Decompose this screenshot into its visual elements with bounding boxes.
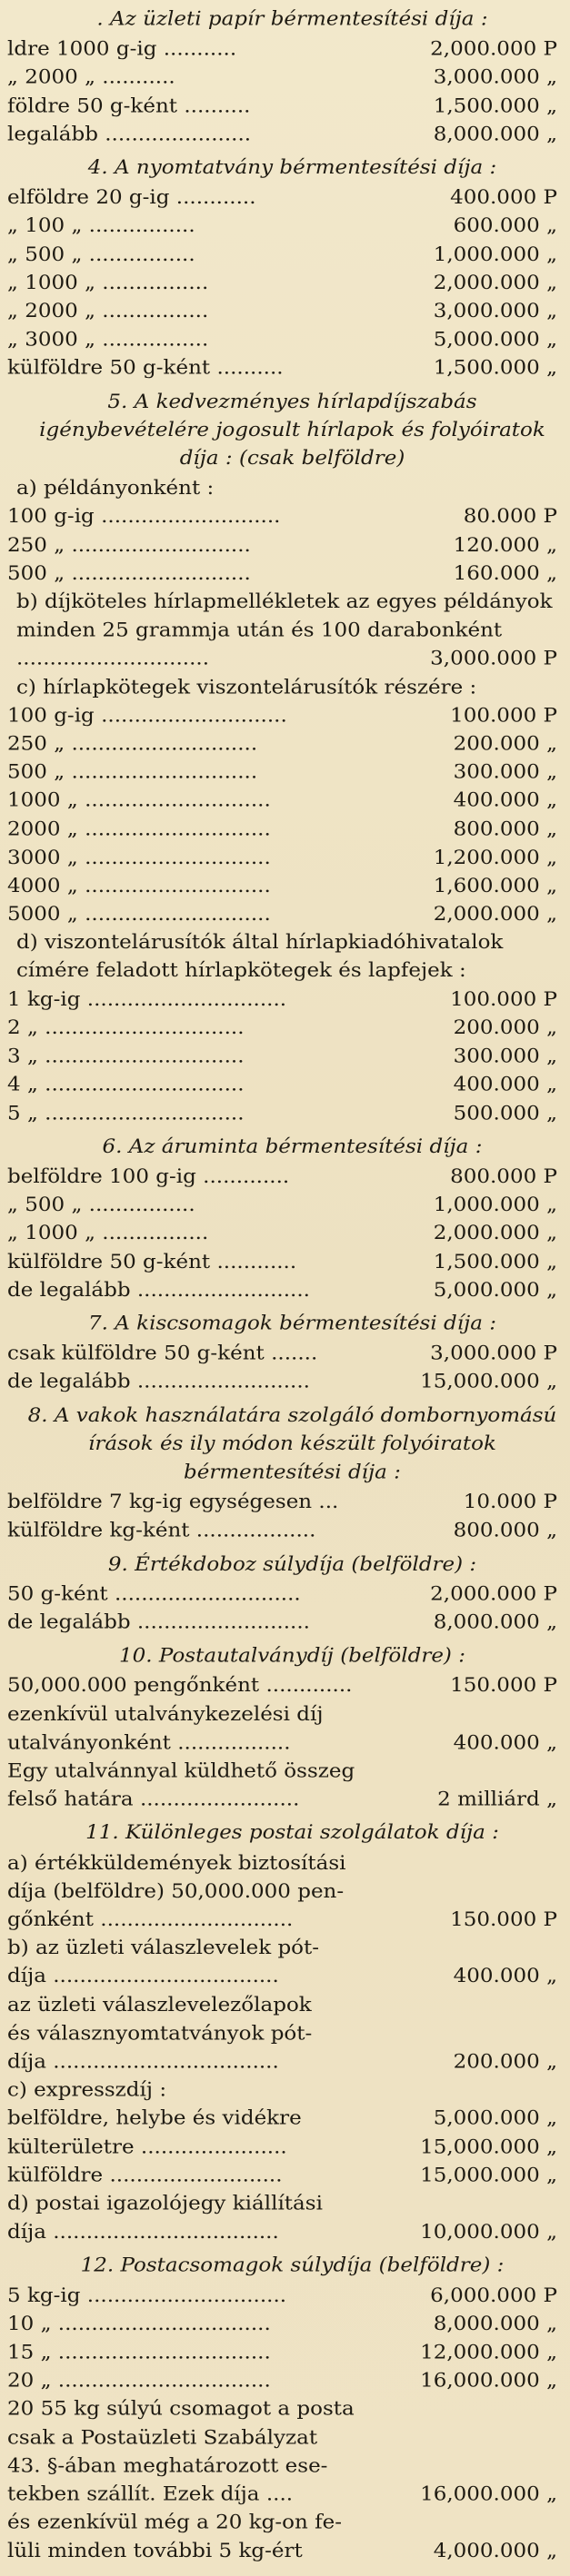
tariff-row-value: 5,000.000 „: [433, 329, 557, 351]
tariff-row: [7, 1934, 557, 1962]
tariff-row-value: 2,000.000 „: [433, 1223, 557, 1244]
tariff-row-value: 8,000.000 „: [433, 1611, 557, 1634]
tariff-row-value: 3,000.000 P: [430, 1342, 557, 1365]
tariff-row-value: 2 milliárd „: [437, 1788, 557, 1811]
tariff-row-text: 2 „ ..............................: [7, 1016, 245, 1039]
tariff-row-text: díja ..................................: [7, 2221, 279, 2244]
tariff-row-value: 8,000.000 „: [433, 2313, 557, 2335]
tariff-row-text: 100 g-ig ...........................: [7, 506, 281, 528]
tariff-row: [7, 2367, 557, 2395]
tariff-row-text: „ 1000 „ ................: [7, 1223, 209, 1244]
tariff-row-text: 5000 „ ............................: [7, 903, 271, 926]
tariff-row-value: 6,000.000 P: [430, 2284, 557, 2307]
tariff-row-value: 150.000 P: [450, 1675, 557, 1698]
tariff-row-text: „ 3000 „ ................: [7, 329, 209, 351]
tariff-row-value: 2,000.000 „: [433, 903, 557, 926]
tariff-row: [7, 2452, 557, 2480]
tariff-row: [7, 297, 557, 325]
tariff-row: [7, 2105, 557, 2133]
tariff-row-text: belföldre 100 g-ig .............: [7, 1165, 290, 1188]
section-heading: 9. Értékdoboz súlydíja (belföldre) :: [107, 1553, 477, 1575]
tariff-row-text: 500 „ ............................: [7, 761, 258, 784]
tariff-row-value: 800.000 P: [450, 1165, 557, 1188]
tariff-row: [7, 2161, 557, 2189]
subsection-title-text: b) díjköteles hírlapmellékletek az egyes példányok minden 25 grammja után és 100 darabonként .............................: [16, 590, 553, 669]
tariff-row-text: földre 50 g-ként ..........: [7, 94, 251, 117]
tariff-row-text: 50,000.000 pengőnként .............: [7, 1675, 353, 1698]
tariff-row-text: tekben szállít. Ezek díja ....: [7, 2483, 294, 2506]
tariff-row-value: 300.000 „: [453, 1045, 557, 1067]
section-heading: 4. A nyomtatvány bérmentesítési díja :: [87, 156, 497, 179]
tariff-row-text: külterületre ......................: [7, 2135, 287, 2158]
tariff-row-text: utalványonként .................: [7, 1731, 291, 1754]
tariff-row: [7, 2282, 557, 2310]
tariff-row-text: és ezenkívül még a 20 kg-on fe-: [7, 2512, 342, 2534]
tariff-row: [7, 560, 557, 588]
tariff-row-text: b) az üzleti válaszlevelek pót-: [7, 1937, 320, 1959]
tariff-row-text: 20 „ ................................: [7, 2370, 271, 2393]
tariff-row-text: „ 1000 „ ................: [7, 272, 209, 294]
tariff-row-text: 100 g-ig ............................: [7, 704, 287, 727]
tariff-row: [7, 986, 557, 1014]
tariff-row-text: 1000 „ ............................: [7, 789, 271, 812]
tariff-row-value: 200.000 „: [453, 2051, 557, 2073]
tariff-row-text: 15 „ ................................: [7, 2342, 271, 2363]
tariff-row-text: díja (belföldre) 50,000.000 pen-: [7, 1880, 345, 1903]
tariff-row-text: ezenkívül utalványkezelési díj: [7, 1703, 324, 1726]
tariff-row: [7, 1368, 557, 1396]
tariff-row-text: külföldre kg-ként ..................: [7, 1520, 316, 1542]
tariff-row-text: a) értékküldemények biztosítási: [7, 1852, 346, 1874]
tariff-row-text: „ 500 „ ................: [7, 243, 195, 266]
subsection-title-text: d) viszontelárusítók által hírlapkiadóhivatalok címére feladott hírlapkötegek és lapfejek :: [16, 932, 504, 982]
tariff-row-value: 2,000.000 „: [433, 272, 557, 294]
tariff-row-value: 200.000 „: [453, 733, 557, 756]
tariff-row: [7, 502, 557, 530]
tariff-row-text: de legalább ..........................: [7, 1371, 310, 1393]
tariff-row-value: 300.000 „: [453, 761, 557, 784]
tariff-row-value: 100.000 P: [450, 704, 557, 727]
tariff-row-text: 20 55 kg súlyú csomagot a posta: [7, 2398, 355, 2421]
tariff-row-text: 10 „ ................................: [7, 2313, 271, 2335]
tariff-row: [7, 1099, 557, 1127]
tariff-row: [7, 92, 557, 120]
tariff-row-text: „ 2000 „ ................: [7, 300, 209, 322]
tariff-row-text: 3000 „ ............................: [7, 847, 271, 869]
tariff-row-text: lüli minden további 5 kg-ért: [7, 2540, 303, 2562]
tariff-row-value: 400.000 „: [453, 789, 557, 812]
tariff-row-value: 1,000.000 „: [433, 243, 557, 266]
tariff-row-value: 16,000.000 „: [420, 2483, 557, 2506]
tariff-row: [7, 2310, 557, 2338]
section-heading: 7. A kiscsomagok bérmentesítési díja :: [87, 1313, 497, 1335]
tariff-row-text: Egy utalvánnyal küldhető összeg: [7, 1760, 355, 1782]
tariff-row: [7, 1991, 557, 2019]
tariff-row-value: 400.000 P: [450, 186, 557, 209]
tariff-row-text: c) expresszdíj :: [7, 2079, 167, 2102]
tariff-row-value: 120.000 „: [453, 534, 557, 557]
tariff-row-text: az üzleti válaszlevelezőlapok: [7, 1994, 312, 2016]
tariff-row: [7, 730, 557, 758]
subsection-value: 3,000.000 P: [430, 648, 557, 669]
tariff-row-text: 4 „ ..............................: [7, 1074, 245, 1096]
tariff-row: [7, 2047, 557, 2076]
tariff-row-value: 1,500.000 „: [433, 357, 557, 380]
section-heading: 11. Különleges postai szolgálatok díja :: [85, 1822, 499, 1844]
tariff-row: [7, 900, 557, 928]
tariff-row-value: 16,000.000 „: [420, 2370, 557, 2393]
tariff-row-value: 3,000.000 „: [433, 300, 557, 322]
tariff-row-text: „ 100 „ ................: [7, 215, 195, 237]
tariff-row-text: külföldre 50 g-ként ..........: [7, 357, 284, 380]
tariff-row-value: 15,000.000 „: [420, 2135, 557, 2158]
tariff-row: [7, 1014, 557, 1042]
tariff-row-text: külföldre 50 g-ként ............: [7, 1251, 297, 1273]
tariff-row: [7, 269, 557, 297]
tariff-row-value: 600.000 „: [453, 215, 557, 237]
tariff-row-text: csak külföldre 50 g-ként .......: [7, 1342, 318, 1365]
tariff-row: [7, 2537, 557, 2565]
tariff-row: [7, 64, 557, 92]
tariff-row-value: 150.000 P: [450, 1908, 557, 1931]
tariff-row: [7, 1609, 557, 1637]
tariff-row-value: 5,000.000 „: [433, 2107, 557, 2130]
tariff-row-text: ldre 1000 g-ig ...........: [7, 38, 237, 60]
tariff-row: [7, 1163, 557, 1191]
tariff-row: [7, 1849, 557, 1878]
tariff-row: [7, 701, 557, 729]
tariff-row-value: 15,000.000 „: [420, 2165, 557, 2186]
tariff-row-text: díja ..................................: [7, 2051, 279, 2073]
tariff-row: [7, 354, 557, 382]
tariff-row: [7, 241, 557, 269]
tariff-row: [7, 1963, 557, 1991]
tariff-row-text: külföldre ..........................: [7, 2165, 283, 2186]
tariff-row: [7, 183, 557, 212]
tariff-row-value: 100.000 P: [450, 988, 557, 1011]
tariff-row: [7, 2481, 557, 2509]
tariff-row-value: 10,000.000 „: [420, 2221, 557, 2244]
tariff-row-text: 5 kg-ig ..............................: [7, 2284, 287, 2307]
tariff-row: [7, 1248, 557, 1276]
tariff-row: [7, 2395, 557, 2423]
tariff-row: [7, 1580, 557, 1609]
tariff-row: [7, 872, 557, 900]
tariff-row-value: 3,000.000 „: [433, 66, 557, 89]
section-heading: 5. A kedvezményes hírlapdíjszabás igénybevételére jogosult hírlapok és folyóiratok díja : (csak belföldre): [39, 391, 545, 470]
tariff-row-value: 200.000 „: [453, 1016, 557, 1039]
tariff-row: [7, 1729, 557, 1757]
tariff-row: [7, 2076, 557, 2105]
tariff-row: [7, 2218, 557, 2246]
tariff-row-value: 1,000.000 „: [433, 1194, 557, 1216]
subsection-title-text: c) hírlapkötegek viszontelárusítók részére :: [16, 676, 477, 698]
tariff-row-text: elföldre 20 g-ig ............: [7, 186, 256, 209]
tariff-row-value: 400.000 „: [453, 1966, 557, 1988]
tariff-row-text: 250 „ ...........................: [7, 534, 251, 557]
tariff-row: [7, 1071, 557, 1099]
tariff-row-value: 15,000.000 „: [420, 1371, 557, 1393]
tariff-row-value: 8,000.000 „: [433, 124, 557, 145]
tariff-row: [7, 1672, 557, 1700]
tariff-row-text: 500 „ ...........................: [7, 562, 251, 585]
tariff-row-value: 800.000 „: [453, 818, 557, 840]
tariff-row-text: 50 g-ként ............................: [7, 1583, 301, 1605]
section-heading: 6. Az áruminta bérmentesítési díja :: [102, 1135, 483, 1158]
tariff-row: [7, 815, 557, 843]
tariff-row-text: 250 „ ............................: [7, 733, 258, 756]
tariff-row: [7, 326, 557, 354]
tariff-row-text: belföldre 7 kg-ig egységesen ...: [7, 1491, 339, 1513]
section-heading: 10. Postautalványdíj (belföldre) :: [119, 1645, 465, 1667]
tariff-row: [7, 120, 557, 148]
tariff-row: [7, 1340, 557, 1368]
tariff-row-text: legalább ......................: [7, 124, 252, 145]
tariff-row: [7, 1878, 557, 1906]
tariff-row: [7, 1906, 557, 1934]
subsection-title: [16, 588, 557, 672]
subsection-title: [16, 928, 557, 985]
tariff-row: [7, 1042, 557, 1070]
tariff-row-text: d) postai igazolójegy kiállítási: [7, 2193, 323, 2215]
subsection-title: [16, 474, 557, 502]
tariff-row-text: 1 kg-ig ..............................: [7, 988, 287, 1011]
tariff-row-value: 5,000.000 „: [433, 1279, 557, 1302]
tariff-row: [7, 2338, 557, 2366]
tariff-row-value: 160.000 „: [453, 562, 557, 585]
tariff-row: [7, 1219, 557, 1247]
section-heading: 8. A vakok használatára szolgáló dombornyomású írások és ily módon készült folyóiratok bérmentesítési díja :: [27, 1404, 557, 1483]
tariff-row-value: 400.000 „: [453, 1074, 557, 1096]
tariff-row: [7, 35, 557, 64]
tariff-row: [7, 844, 557, 872]
tariff-row: [7, 787, 557, 815]
tariff-row: [7, 1276, 557, 1304]
tariff-row-text: 4000 „ ............................: [7, 875, 271, 897]
tariff-row: [7, 1786, 557, 1814]
tariff-row-value: 2,000.000 P: [430, 38, 557, 60]
tariff-row-text: és válasznyomtatványok pót-: [7, 2022, 313, 2045]
tariff-row: [7, 531, 557, 560]
tariff-row-value: 10.000 P: [463, 1491, 557, 1513]
tariff-row: [7, 758, 557, 787]
tariff-row: [7, 212, 557, 240]
tariff-row-text: 5 „ ..............................: [7, 1102, 245, 1125]
tariff-row: [7, 2509, 557, 2537]
tariff-row: [7, 2019, 557, 2047]
tariff-row-text: de legalább ..........................: [7, 1611, 310, 1634]
tariff-row-value: 1,600.000 „: [433, 875, 557, 897]
tariff-row: [7, 1700, 557, 1729]
tariff-row-text: gőnként .............................: [7, 1908, 294, 1931]
tariff-row-text: csak a Postaüzleti Szabályzat: [7, 2426, 318, 2449]
tariff-row-value: 400.000 „: [453, 1731, 557, 1754]
tariff-row: [7, 2133, 557, 2161]
subsection-title-text: a) példányonként :: [16, 477, 215, 500]
tariff-row-value: 500.000 „: [453, 1102, 557, 1125]
tariff-row-value: 2,000.000 P: [430, 1583, 557, 1605]
tariff-row: [7, 1488, 557, 1516]
tariff-row-value: 1,500.000 „: [433, 1251, 557, 1273]
tariff-row-text: 43. §-ában meghatározott ese-: [7, 2455, 328, 2477]
tariff-row: [7, 1517, 557, 1545]
section-heading: 12. Postacsomagok súlydíja (belföldre) :: [80, 2254, 505, 2277]
tariff-row-text: díja ..................................: [7, 1966, 279, 1988]
tariff-row-text: „ 2000 „ ...........: [7, 66, 175, 89]
tariff-row-value: 1,500.000 „: [433, 94, 557, 117]
tariff-row: [7, 1757, 557, 1785]
tariff-row-value: 80.000 P: [463, 506, 557, 528]
tariff-row-text: 3 „ ..............................: [7, 1045, 245, 1067]
tariff-row: [7, 2190, 557, 2218]
tariff-row: [7, 2423, 557, 2452]
subsection-title: [16, 673, 557, 701]
tariff-row-text: „ 500 „ ................: [7, 1194, 195, 1216]
tariff-row-text: felső határa ........................: [7, 1788, 300, 1811]
tariff-row-text: belföldre, helybe és vidékre: [7, 2107, 302, 2130]
tariff-row-value: 800.000 „: [453, 1520, 557, 1542]
tariff-row-text: de legalább ..........................: [7, 1279, 310, 1302]
tariff-row: [7, 1191, 557, 1219]
tariff-row-value: 1,200.000 „: [433, 847, 557, 869]
section-heading: . Az üzleti papír bérmentesítési díja :: [96, 8, 488, 30]
tariff-row-text: 2000 „ ............................: [7, 818, 271, 840]
tariff-row-value: 12,000.000 „: [420, 2342, 557, 2363]
tariff-row-value: 4,000.000 „: [433, 2540, 557, 2562]
